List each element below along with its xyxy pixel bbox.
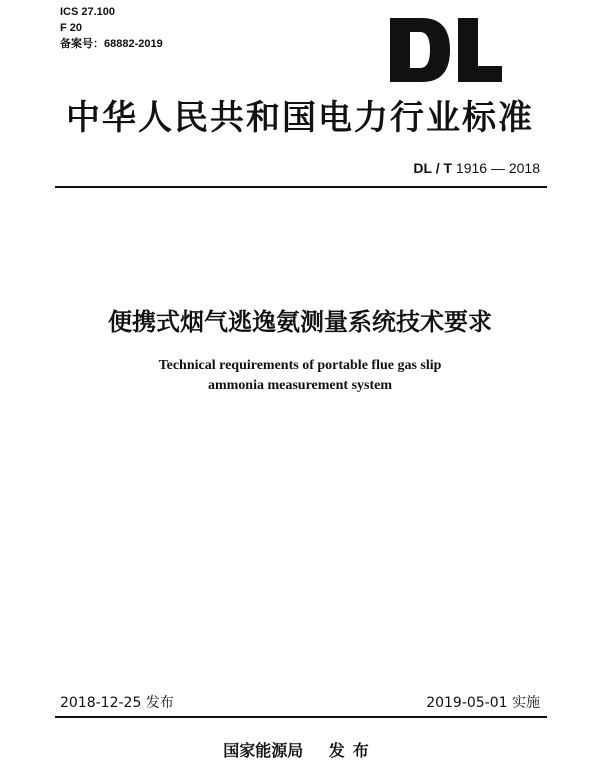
header-divider [55, 186, 547, 188]
document-title-english [0, 356, 600, 396]
english-title-line-2: ammonia measurement system [207, 378, 393, 393]
issue-date: 2018-12-25 发布 [60, 695, 174, 711]
standard-number-prefix: DL / T [413, 160, 453, 176]
document-metadata [60, 4, 163, 52]
english-title-line-1: Technical requirements of portable flue gas slip [158, 358, 442, 373]
publish-action: 发布 [328, 741, 377, 760]
ics-code: ICS 27.100 [60, 6, 116, 18]
implementation-date: 2019-05-01 实施 [426, 695, 540, 711]
standard-number [413, 160, 540, 176]
standard-category-title: 中华人民共和国电力行业标准 [66, 98, 534, 138]
classification-code: F 20 [60, 22, 83, 34]
publisher-name: 国家能源局 [223, 741, 304, 760]
standard-number-value: 1916 — 2018 [455, 160, 540, 176]
logo-letter-d [390, 18, 450, 82]
dl-logo-graphic [388, 16, 504, 84]
filing-number: 备案号：68882-2019 [60, 38, 163, 50]
dl-logo [388, 16, 504, 84]
document-title-chinese: 便携式烟气逃逸氨测量系统技术要求 [108, 308, 492, 336]
footer-divider [55, 716, 547, 718]
publisher-line [0, 738, 600, 761]
logo-letter-l [458, 18, 502, 82]
